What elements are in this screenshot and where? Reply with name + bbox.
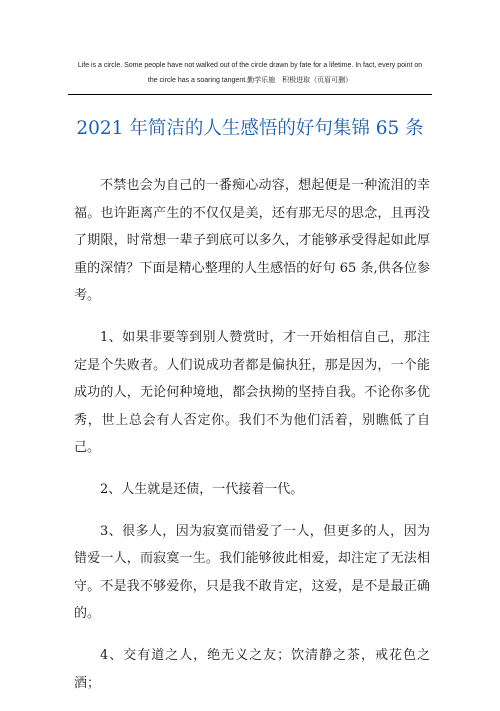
intro-paragraph: 不禁也会为自己的一番痴心动容，想起便是一种流泪的幸福。也许距离产生的不仅仅是美，还有那无尽的思念，且再没了期限，时常想一辈子到底可以多久，才能够承受得起如此厚重的深情？下面是精心整理的人生感悟的好句 65 条,供各位参考。 xyxy=(74,178,430,304)
paragraph-item-4: 4、交有道之人，绝无义之友；饮清静之茶，戒花色之酒； xyxy=(74,647,430,691)
paragraph-item-3: 3、很多人，因为寂寞而错爱了一人，但更多的人，因为错爱一人，而寂寞一生。我们能够彼此相爱，却注定了无法相守。不是我不够爱你，只是我不敢肯定，这爱，是不是最正确的。 xyxy=(74,523,430,622)
document-body xyxy=(74,172,430,711)
page-header xyxy=(68,58,432,88)
paragraph-item-2: 2、人生就是还债，一代接着一代。 xyxy=(100,481,304,497)
header-divider xyxy=(68,94,432,95)
header-line-2: the circle has a soaring tangent.勤学乐施 积极进取（页眉可删） xyxy=(147,77,353,84)
paragraph-item-1: 1、如果非要等到别人赞赏时，才一开始相信自己，那注定是个失败者。人们说成功者都是偏执狂，那是因为，一个能成功的人，无论何种境地，都会执拗的坚持自我。不论你多优秀，世上总会有人否定你。我们不为他们活着，别瞧低了自己。 xyxy=(74,329,430,456)
document-title: 2021 年简洁的人生感悟的好句集锦 65 条 xyxy=(76,118,424,139)
header-line-1: Life is a circle. Some people have not walked out of the circle drawn by fate for a lifetime. In fact, every point on xyxy=(77,62,423,69)
